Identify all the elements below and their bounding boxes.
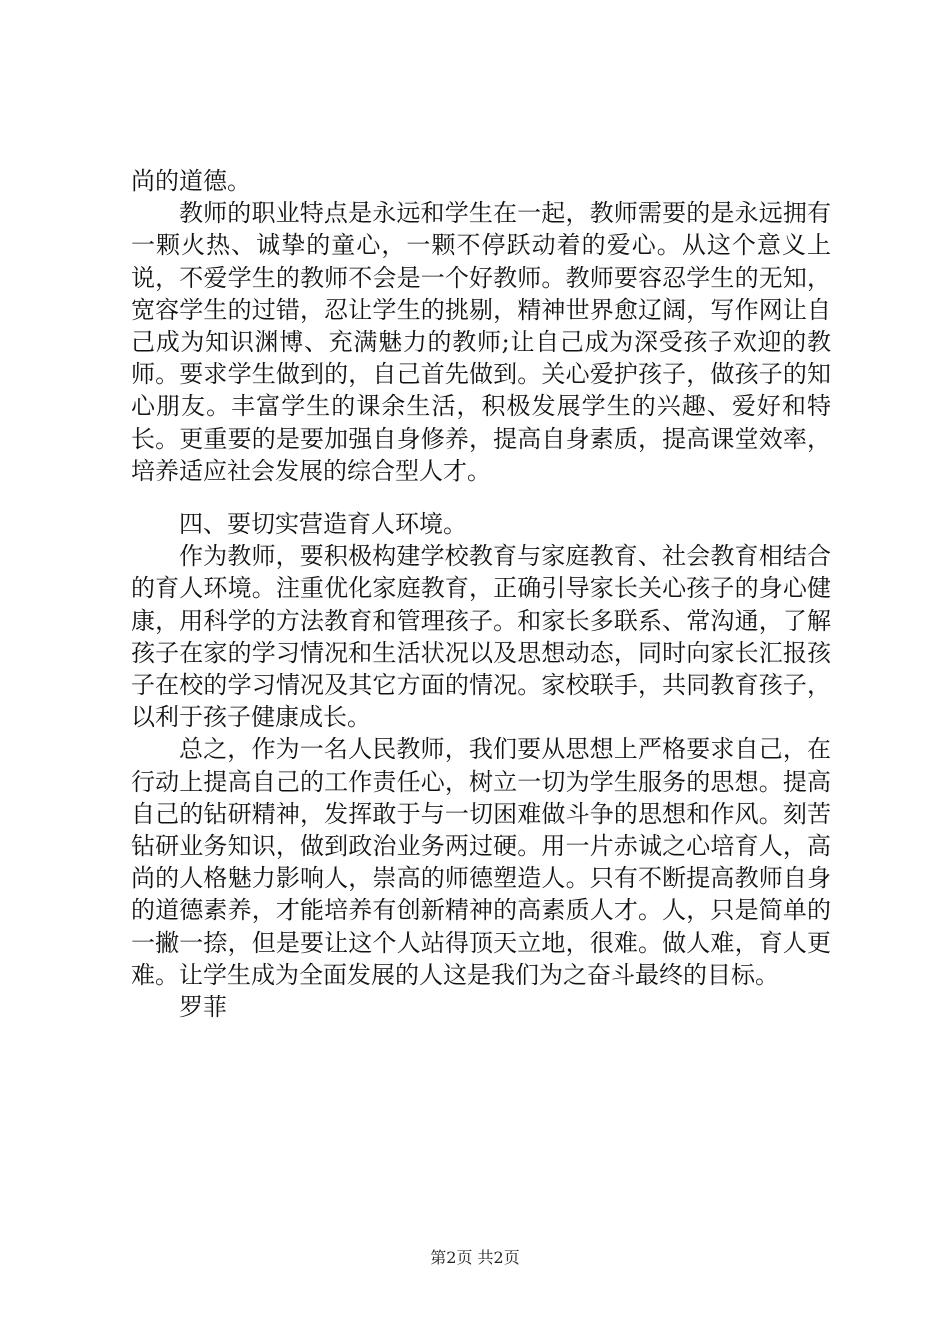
paragraph-spacer [131,487,831,508]
document-body [131,165,831,1023]
paragraph-environment: 作为教师，要积极构建学校教育与家庭教育、社会教育相结合的育人环境。注重优化家庭教育，正确引导家长关心孩子的身心健康，用科学的方法教育和管理孩子。和家长多联系、常沟通，了解孩子在家的学习情况和生活状况以及思想动态，同时向家长汇报孩子在校的学习情况及其它方面的情况。家校联手，共同教育孩子，以利于孩子健康成长。 [131,542,831,732]
paragraph-teacher-traits: 教师的职业特点是永远和学生在一起，教师需要的是永远拥有一颗火热、诚挚的童心，一颗不停跃动着的爱心。从这个意义上说，不爱学生的教师不会是一个好教师。教师要容忍学生的无知，宽容学生的过错，忍让学生的挑剔，精神世界愈辽阔，写作网让自己成为知识渊博、充满魅力的教师;让自己成为深受孩子欢迎的教师。要求学生做到的，自己首先做到。关心爱护孩子，做孩子的知心朋友。丰富学生的课余生活，积极发展学生的兴趣、爱好和特长。更重要的是要加强自身修养，提高自身素质，提高课堂效率，培养适应社会发展的综合型人才。 [131,199,831,485]
paragraph-continuation: 尚的道德。 [131,167,251,195]
author-signature: 罗菲 [179,993,227,1022]
paragraph-conclusion: 总之，作为一名人民教师，我们要从思想上严格要求自己，在行动上提高自己的工作责任心，树立一切为学生服务的思想。提高自己的钻研精神，发挥敢于与一切困难做斗争的思想和作风。刻苦钻研业务知识，做到政治业务两过硬。用一片赤诚之心培育人，高尚的人格魅力影响人，崇高的师德塑造人。只有不断提高教师自身的道德素养，才能培养有创新精神的高素质人才。人，只是简单的一撇一捺，但是要让这个人站得顶天立地，很难。做人难，育人更难。让学生成为全面发展的人这是我们为之奋斗最终的目标。 [131,735,831,989]
section-heading-four: 四、要切实营造育人环境。 [179,510,467,539]
page-footer: 第2页 共2页 [430,1248,520,1267]
